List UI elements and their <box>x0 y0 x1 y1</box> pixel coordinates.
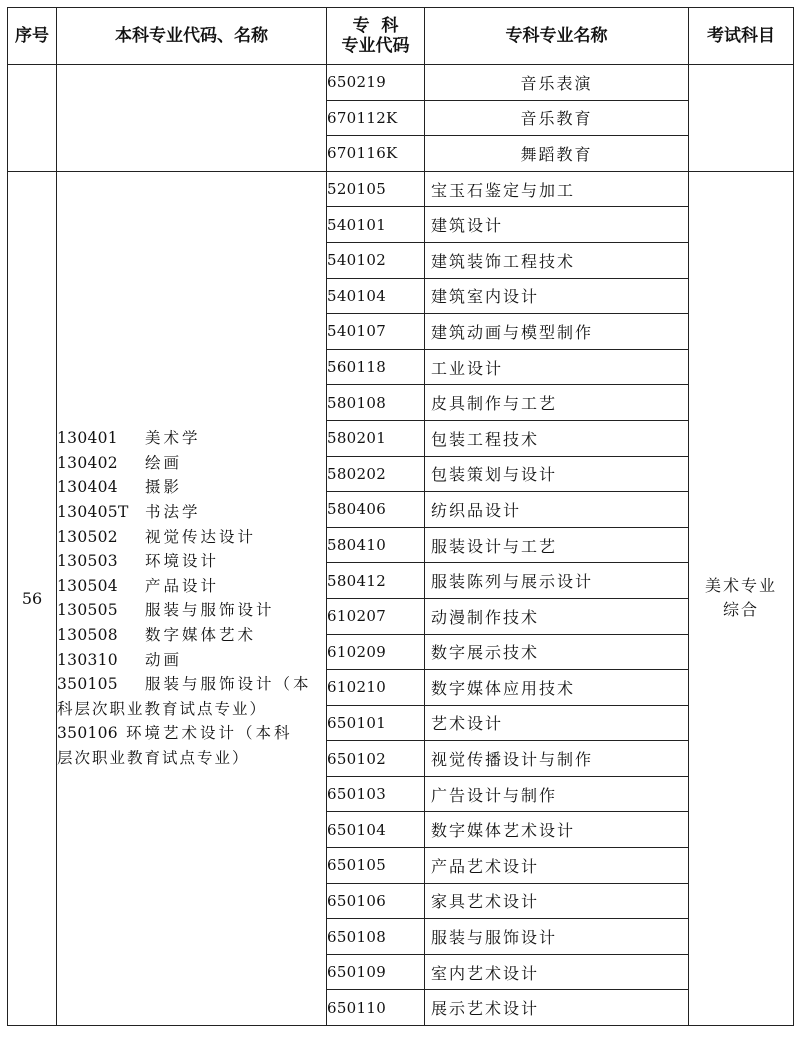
major-code: 650109 <box>327 954 425 990</box>
exam-subject <box>689 171 794 1025</box>
major-code: 540107 <box>327 314 425 350</box>
major-code: 580202 <box>327 456 425 492</box>
major-name: 音乐教育 <box>425 100 689 136</box>
major-name: 视觉传播设计与制作 <box>425 741 689 777</box>
major-code: 580406 <box>327 492 425 528</box>
header-code-line1: 专 科 <box>352 16 399 36</box>
bachelor-name: 服装与服饰设计 <box>145 601 275 620</box>
header-name: 专科专业名称 <box>425 8 689 65</box>
bachelor-item <box>57 623 326 648</box>
major-name: 工业设计 <box>425 349 689 385</box>
major-name: 建筑装饰工程技术 <box>425 242 689 278</box>
major-name: 纺织品设计 <box>425 492 689 528</box>
major-code: 650110 <box>327 990 425 1026</box>
bachelor-code: 130402 <box>57 453 118 472</box>
major-table <box>7 7 794 1026</box>
major-code: 650102 <box>327 741 425 777</box>
bachelor-item <box>57 598 326 623</box>
bachelor-item <box>57 475 326 500</box>
bachelor-item <box>57 500 326 525</box>
header-bachelor: 本科专业代码、名称 <box>57 8 327 65</box>
major-code: 540104 <box>327 278 425 314</box>
bachelor-item <box>57 721 326 746</box>
major-name: 音乐表演 <box>425 65 689 101</box>
major-name: 数字媒体应用技术 <box>425 670 689 706</box>
bachelor-name: 产品设计 <box>145 576 220 595</box>
seq-cell-previous <box>8 65 57 172</box>
header-seq: 序号 <box>8 8 57 65</box>
header-code <box>327 8 425 65</box>
major-code: 610207 <box>327 598 425 634</box>
major-name: 服装陈列与展示设计 <box>425 563 689 599</box>
major-code: 650219 <box>327 65 425 101</box>
bachelor-item <box>57 549 326 574</box>
major-code: 650104 <box>327 812 425 848</box>
bachelor-item <box>57 672 326 697</box>
bachelor-code: 350106 <box>57 724 118 743</box>
major-name: 舞蹈教育 <box>425 136 689 172</box>
major-name: 建筑设计 <box>425 207 689 243</box>
bachelor-majors-cell <box>57 171 327 1025</box>
bachelor-code: 130508 <box>57 626 118 644</box>
bachelor-item <box>57 451 326 476</box>
major-code: 520105 <box>327 171 425 207</box>
bachelor-item <box>57 426 326 451</box>
bachelor-name-continued: 层次职业教育试点专业） <box>57 748 250 767</box>
major-code: 610209 <box>327 634 425 670</box>
bachelor-name: 环境设计 <box>145 552 220 571</box>
major-name: 服装与服饰设计 <box>425 919 689 955</box>
major-name: 产品艺术设计 <box>425 848 689 884</box>
major-name: 服装设计与工艺 <box>425 527 689 563</box>
major-name: 广告设计与制作 <box>425 776 689 812</box>
major-name: 数字展示技术 <box>425 634 689 670</box>
major-code: 540101 <box>327 207 425 243</box>
bachelor-name: 服装与服饰设计（本 <box>145 675 312 694</box>
bachelor-code: 130503 <box>57 552 118 571</box>
bachelor-item <box>57 648 326 673</box>
exam-subject-line1: 美术专业 <box>704 576 777 596</box>
major-code: 580412 <box>327 563 425 599</box>
major-name: 室内艺术设计 <box>425 954 689 990</box>
major-name: 包装工程技术 <box>425 420 689 456</box>
bachelor-code: 130310 <box>57 650 118 669</box>
bachelor-name: 环境艺术设计（本科 <box>125 724 293 743</box>
major-code: 670116K <box>327 136 425 172</box>
bachelor-name: 摄影 <box>145 478 183 497</box>
header-exam: 考试科目 <box>689 8 794 65</box>
major-name: 家具艺术设计 <box>425 883 689 919</box>
bachelor-name: 数字媒体艺术 <box>145 626 257 644</box>
major-code: 610210 <box>327 670 425 706</box>
header-row <box>8 8 794 65</box>
bachelor-code: 130405T <box>57 503 129 522</box>
bachelor-name: 书法学 <box>145 503 201 522</box>
major-name: 展示艺术设计 <box>425 990 689 1026</box>
bachelor-item <box>57 525 326 550</box>
bachelor-code: 130505 <box>57 601 118 620</box>
major-name: 宝玉石鉴定与加工 <box>425 171 689 207</box>
major-code: 670112K <box>327 100 425 136</box>
bachelor-name-continued: 科层次职业教育试点专业） <box>57 699 268 718</box>
major-name: 皮具制作与工艺 <box>425 385 689 421</box>
exam-subject-line2: 综合 <box>722 600 759 620</box>
major-name: 建筑动画与模型制作 <box>425 314 689 350</box>
major-name: 包装策划与设计 <box>425 456 689 492</box>
bachelor-code: 130502 <box>57 527 118 546</box>
bachelor-code: 350105 <box>57 675 118 694</box>
exam-cell-previous <box>689 65 794 172</box>
major-code: 540102 <box>327 242 425 278</box>
major-code: 650108 <box>327 919 425 955</box>
major-code: 650106 <box>327 883 425 919</box>
major-code: 580108 <box>327 385 425 421</box>
major-code: 650101 <box>327 705 425 741</box>
bachelor-item <box>57 574 326 599</box>
major-name: 建筑室内设计 <box>425 278 689 314</box>
bachelor-name: 美术学 <box>145 429 201 448</box>
table-row <box>8 65 794 101</box>
major-name: 艺术设计 <box>425 705 689 741</box>
major-name: 数字媒体艺术设计 <box>425 812 689 848</box>
major-code: 580201 <box>327 420 425 456</box>
major-code: 650103 <box>327 776 425 812</box>
bachelor-cell-previous <box>57 65 327 172</box>
bachelor-name: 绘画 <box>145 453 183 472</box>
bachelor-code: 130504 <box>57 576 118 595</box>
major-name: 动漫制作技术 <box>425 598 689 634</box>
bachelor-code: 130401 <box>57 429 118 448</box>
bachelor-name: 动画 <box>145 650 183 669</box>
bachelor-code: 130404 <box>57 478 118 497</box>
table-row <box>8 171 794 207</box>
major-code: 580410 <box>327 527 425 563</box>
major-code: 650105 <box>327 848 425 884</box>
header-code-line2: 专业代码 <box>341 36 410 56</box>
major-code: 560118 <box>327 349 425 385</box>
seq-number: 56 <box>8 171 57 1025</box>
bachelor-name: 视觉传达设计 <box>145 527 257 546</box>
